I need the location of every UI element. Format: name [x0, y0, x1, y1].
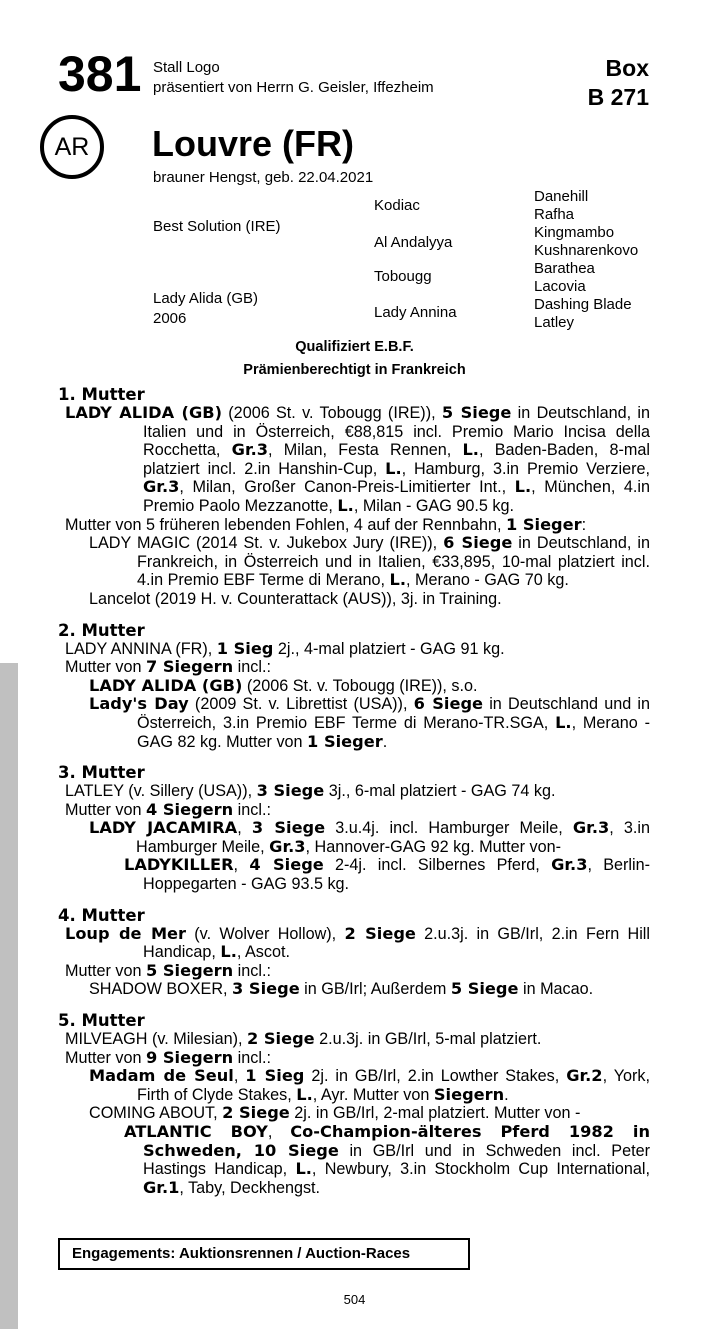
pedigree-great-grandparent: Dashing Blade [534, 296, 632, 313]
dam-line-section [58, 385, 650, 1197]
dam-3-record: LATLEY (v. Sillery (USA)), 3 Siege 3j., 6-mal platziert - GAG 74 kg. [65, 781, 556, 801]
dam-4-record: Loup de Mer (v. Wolver Hollow), 2 Siege 2.u.3j. in GB/Irl, 2.in Fern Hill Handicap, L., Ascot. [65, 923, 650, 962]
dam-heading-4: 4. Mutter [58, 905, 145, 925]
foal-record: LADY ALIDA (GB) (2006 St. v. Tobougg (IRE)), s.o. [89, 675, 478, 695]
dam-5-produce: Mutter von 9 Siegern incl.: [65, 1047, 271, 1067]
dam-1-name: LADY ALIDA (GB) [65, 403, 222, 422]
horse-description: brauner Hengst, geb. 22.04.2021 [153, 169, 374, 186]
pedigree-grandparent: Lady Annina [374, 304, 457, 321]
horse-name: Louvre (FR) [152, 123, 354, 164]
box-block [588, 54, 649, 112]
dam-2-record: LADY ANNINA (FR), 1 Sieg 2j., 4-mal platziert - GAG 91 kg. [65, 638, 505, 658]
foal-record: LADY MAGIC (2014 St. v. Jukebox Jury (IRE)), 6 Siege in Deutschland, in Frankreich, in Österreich und in Italien, €33,895, 10-mal platziert incl. 4.in Premio EBF Terme di Merano, L., Merano - GAG 70 kg. [89, 533, 650, 590]
pedigree-great-grandparent: Danehill [534, 188, 589, 205]
page-number: 504 [343, 1292, 366, 1307]
pedigree-great-grandparent: Kushnarenkovo [534, 242, 639, 259]
dam-1-produce: Mutter von 5 früheren lebenden Fohlen, 4 auf der Rennbahn, 1 Sieger: [65, 514, 587, 534]
ar-badge: AR [40, 115, 104, 179]
pedigree-great-grandparent: Latley [534, 314, 575, 331]
foal-record: ATLANTIC BOY, Co-Champion-älteres Pferd 1982 in Schweden, 10 Siege in GB/Irl und in Schweden incl. Peter Hastings Handicap, L., Newbury, 3.in Stockholm Cup International, Gr.1, Taby, Deckhengst. [124, 1122, 651, 1197]
pedigree-dam-year: 2006 [153, 310, 187, 327]
foal-record: COMING ABOUT, 2 Siege 2j. in GB/Irl, 2-mal platziert. Mutter von - [89, 1103, 581, 1123]
dam-5-record: MILVEAGH (v. Milesian), 2 Siege 2.u.3j. in GB/Irl, 5-mal platziert. [65, 1029, 542, 1049]
qualification-france: Prämienberechtigt in Frankreich [243, 362, 466, 378]
dam-heading-5: 5. Mutter [58, 1011, 145, 1031]
pedigree-sire: Best Solution (IRE) [153, 218, 281, 235]
foal-record: LADY JACAMIRA, 3 Siege 3.u.4j. incl. Hamburger Meile, Gr.3, 3.in Hamburger Meile, Gr.3, Hannover-GAG 92 kg. Mutter von- [89, 818, 650, 856]
foal-record: Lancelot (2019 H. v. Counterattack (AUS)), 3j. in Training. [89, 589, 502, 608]
pedigree-great-grandparent: Lacovia [534, 278, 586, 295]
pedigree-grandparent: Al Andalyya [374, 234, 453, 251]
dam-1-record: LADY ALIDA (GB) (2006 St. v. Tobougg (IRE)), 5 Siege in Deutschland, in Italien und in Österreich, €88,815 incl. Premio Mario Incisa della Rocchetta, Gr.3, Milan, Festa Rennen, L., Baden-Baden, 8-mal platziert incl. 2.in Hanshin-Cup, L., Hamburg, 3.in Premio Verziere, Gr.3, Milan, Großer Canon-Preis-Limitierter Int., L., München, 4.in Premio Paolo Mezzanotte, L., Milan - GAG 90.5 kg. [65, 403, 650, 515]
engagements-box: Engagements: Auktionsrennen / Auction-Races [58, 1238, 470, 1270]
foal-record: Lady's Day (2009 St. v. Librettist (USA)), 6 Siege in Deutschland und in Österreich, 3.in Premio EBF Terme di Merano-TR.SGA, L., Merano - GAG 82 kg. Mutter von 1 Sieger. [89, 694, 651, 751]
dam-4-produce: Mutter von 5 Siegern incl.: [65, 960, 271, 980]
dam-heading-1: 1. Mutter [58, 385, 145, 404]
pedigree-great-grandparent: Barathea [534, 260, 595, 277]
lot-number: 381 [58, 46, 142, 102]
dam-heading-3: 3. Mutter [58, 763, 145, 783]
pedigree-grandparent: Kodiac [374, 197, 420, 214]
dam-heading-2: 2. Mutter [58, 620, 145, 640]
pedigree-great-grandparent: Rafha [534, 206, 575, 223]
box-number: B 271 [587, 84, 649, 110]
foal-record: LADYKILLER, 4 Siege 2-4j. incl. Silbernes Pferd, Gr.3, Berlin-Hoppegarten - GAG 93.5 kg. [124, 855, 651, 894]
presented-by: präsentiert von Herrn G. Geisler, Iffezheim [153, 79, 434, 96]
box-label: Box [605, 55, 649, 81]
qualification-ebf: Qualifiziert E.B.F. [295, 339, 414, 355]
consignor-block [153, 58, 434, 98]
pedigree-great-grandparent: Kingmambo [534, 224, 615, 241]
foal-record: Madam de Seul, 1 Sieg 2j. in GB/Irl, 2.in Lowther Stakes, Gr.2, York, Firth of Clyde Stakes, L., Ayr. Mutter von Siegern. [89, 1066, 650, 1104]
foal-record: SHADOW BOXER, 3 Siege in GB/Irl; Außerdem 5 Siege in Macao. [89, 979, 594, 999]
pedigree-grandparent: Tobougg [374, 268, 432, 285]
dam-3-produce: Mutter von 4 Siegern incl.: [65, 799, 271, 819]
margin-strip [0, 663, 18, 1329]
dam-2-produce: Mutter von 7 Siegern incl.: [65, 657, 271, 677]
stall-logo-label: Stall Logo [153, 59, 220, 76]
pedigree-dam: Lady Alida (GB) [153, 290, 259, 307]
